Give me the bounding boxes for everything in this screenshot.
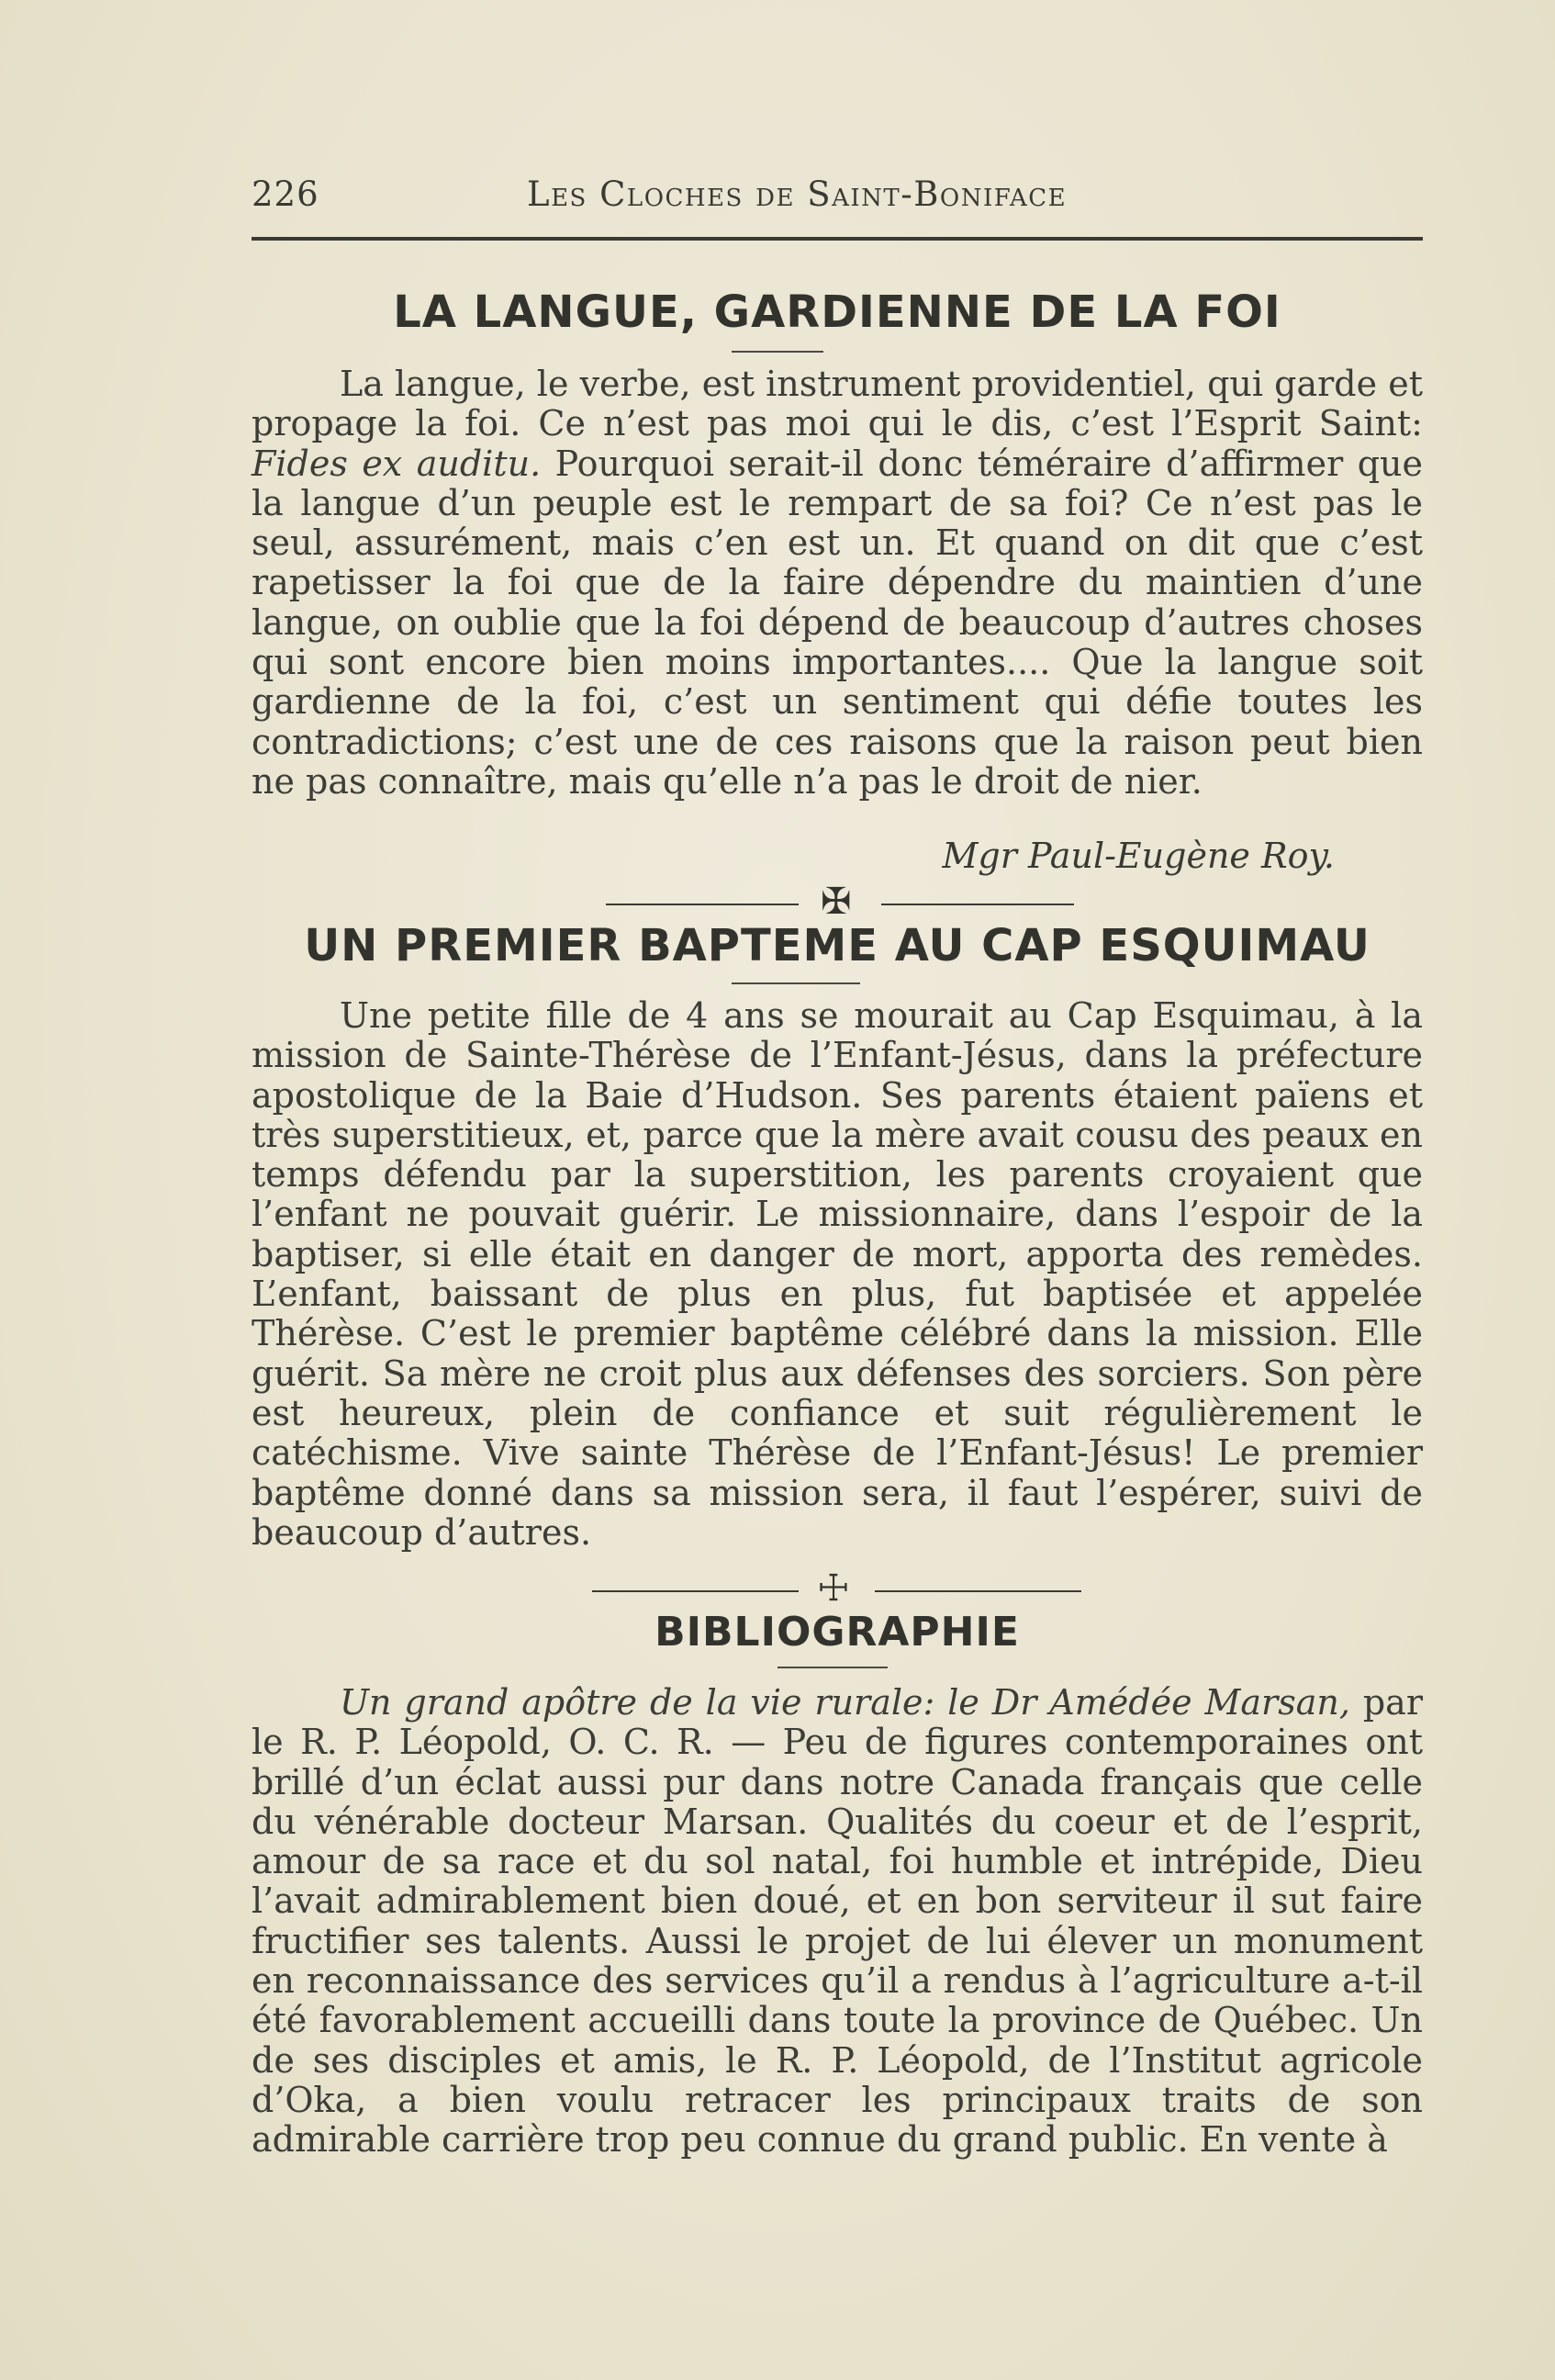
body-part-2: Pourquoi serait-il donc téméraire d’affirmer que la langue d’un peuple est le rempart de sa foi? Ce n’est pas le seul, assurément, mais c’en est un. Et quand on dit que c’est rapetisser la foi que de la faire dépendre du maintien d’une langue, on oublie que la foi dépend de beaucoup d’autres choses qui sont encore bien moins importantes.... Que la langue soit gardienne de la foi, c’est un sentiment qui défie toutes les contradictions; c’est une de ces raisons que la raison peut bien ne pas connaître, mais qu’elle n’a pas le droit de nier.: [252, 443, 1424, 802]
article-title-bibliographie: BIBLIOGRAPHIE: [654, 1609, 1020, 1656]
italic-lead: Un grand apôtre de la vie rurale: le Dr Amédée Marsan,: [340, 1682, 1350, 1723]
title-underline: [732, 351, 823, 353]
body-part-1: La langue, le verbe, est instrument providentiel, qui garde et propage la foi. Ce n’est pas moi qui le dis, c’est l’Esprit Saint:: [252, 364, 1423, 444]
ornament-line-right: [875, 1590, 1081, 1592]
body-text: Une petite fille de 4 ans se mourait au Cap Esquimau, à la mission de Sainte-Thérèse de l’Enfant-Jésus, dans la préfecture apostolique de la Baie d’Hudson. Ses parents étaient païens et très superstitieux, et, parce que la mère avait cousu des peaux en temps défendu par la superstition, les parents croyaient que l’enfant ne pouvait guérir. Le missionnaire, dans l’espoir de la baptiser, si elle était en danger de mort, apporta des remèdes. L’enfant, baissant de plus en plus, fut baptisée et appelée Thérèse. C’est le premier baptême célébré dans la mission. Elle guérit. Sa mère ne croit plus aux défenses des sorciers. Son père est heureux, plein de confiance et suit régulièrement le catéchisme. Vive sainte Thérèse de l’Enfant-Jésus! Le premier baptême donné dans sa mission sera, il faut l’espérer, suivi de beaucoup d’autres.: [252, 995, 1423, 1553]
article-body-bibliographie: [252, 1683, 1423, 2161]
ornament-line-left: [592, 1590, 799, 1592]
header-rule: [252, 237, 1423, 241]
cross-patee-icon: ☩: [817, 1567, 850, 1610]
title-underline: [732, 982, 860, 984]
running-title: Les Cloches de Saint-Boniface: [527, 174, 1068, 214]
ornament-line-right: [881, 904, 1074, 905]
article-title-langue: LA LANGUE, GARDIENNE DE LA FOI: [393, 286, 1281, 338]
running-head: [252, 174, 1423, 220]
article-title-bapteme: UN PREMIER BAPTEME AU CAP ESQUIMAU: [304, 920, 1370, 971]
page-number: 226: [252, 174, 319, 214]
article-body-bapteme: [252, 996, 1423, 1553]
article-body-langue: [252, 365, 1423, 802]
title-underline: [778, 1667, 888, 1668]
ornament-line-left: [606, 904, 799, 905]
italic-quote: Fides ex auditu.: [252, 443, 542, 484]
signature: Mgr Paul-Eugène Roy.: [942, 836, 1335, 876]
maltese-cross-icon: ✠: [821, 881, 852, 923]
body-text: par le R. P. Léopold, O. C. R. — Peu de figures contemporaines ont brillé d’un éclat aussi pur dans notre Canada français que celle du vénérable docteur Marsan. Qualités du coeur et de l’esprit, amour de sa race et du sol natal, foi humble et intrépide, Dieu l’avait admirablement bien doué, et en bon serviteur il sut faire fructifier ses talents. Aussi le projet de lui élever un monument en reconnaissance des services qu’il a rendus à l’agriculture a-t-il été favorablement accueilli dans toute la province de Québec. Un de ses disciples et amis, le R. P. Léopold, de l’Institut agricole d’Oka, a bien voulu retracer les principaux traits de son admirable carrière trop peu connue du grand public. En vente à: [252, 1682, 1423, 2161]
section-ornament: [606, 881, 1083, 923]
section-ornament: [592, 1567, 1088, 1610]
